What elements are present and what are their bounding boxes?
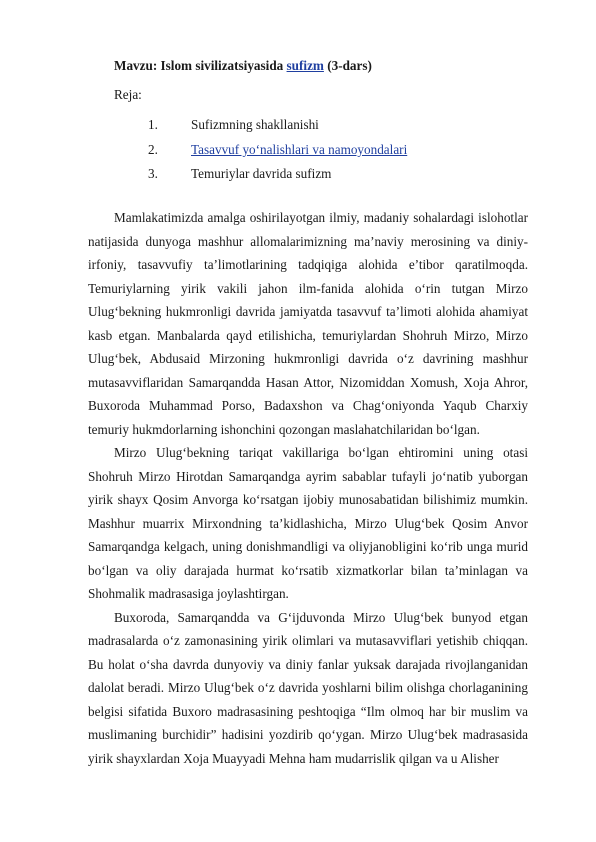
lesson-title xyxy=(114,58,372,74)
title-suffix: (3-dars) xyxy=(323,58,372,73)
plan-label: Reja: xyxy=(114,87,142,102)
plan-item-number: 2. xyxy=(148,142,158,157)
sufizm-link[interactable]: sufizm xyxy=(286,58,324,73)
plan-item-number: 3. xyxy=(148,166,158,181)
plan-item-number: 1. xyxy=(148,117,158,132)
plan-item-link[interactable]: Tasavvuf yo‘nalishlari va namoyondalari xyxy=(191,142,408,157)
paragraph: Mamlakatimizda amalga oshirilayotgan ilmiy, madaniy sohalardagi islohotlar natijasida dunyoga mashhur allomalarimizning ma’naviy merosining va diniy-irfoniy, tasavvufiy ta’limotlarining tadqiqiga alohida e’tibor qaratilmoqda. Temuriylarning yirik vakili jahon ilm-fanida alohida o‘rin tutgan Mirzo Ulug‘bekning hukmronligi davrida jamiyatda tasavvuf ta’limoti alohida ahamiyat kasb etgan. Manbalarda qayd etilishicha, temuriylardan Shohruh Mirzo, Mirzo Ulug‘bek, Abdusaid Mirzoning hukmronligi davrida o‘z davrining mashhur mutasavviflaridan Samarqandda Hasan Attor, Nizomiddan Xomush, Xoja Ahror, Buxoroda Muhammad Porso, Badaxshon va Chag‘oniyonda Yaqub Charxiy temuriy hukmdorlarning ishonchini qozongan maslahatchilaridan bo‘lgan. xyxy=(88,210,528,437)
body-text xyxy=(88,206,528,770)
paragraph: Buxoroda, Samarqandda va G‘ijduvonda Mirzo Ulug‘bek bunyod etgan madrasalarda o‘z zamonasining yirik olimlari va mutasavviflari yetishib chiqqan. Bu holat o‘sha davrda dunyoviy va diniy fanlar yuksak darajada rivojlanganidan dalolat beradi. Mirzo Ulug‘bek o‘z davrida yoshlarni bilim olishga chorlaganining belgisi sifatida Buxoro madrasasining peshtoqiga “Ilm olmoq har bir muslim va muslimaning burchidir” hadisini yozdirib qo‘ygan. Mirzo Ulug‘bek madrasasida yirik shayxlardan Xoja Muayyadi Mehna ham mudarrislik qilgan va u Alisher xyxy=(88,609,528,766)
plan-item-text: Temuriylar davrida sufizm xyxy=(191,166,332,181)
plan-item-text: Sufizmning shakllanishi xyxy=(191,117,319,132)
paragraph: Mirzo Ulug‘bekning tariqat vakillariga bo‘lgan ehtiromini uning otasi Shohruh Mirzo Hirotdan Samarqandga ayrim sabablar tufayli jo‘natib yuborgan yirik shayx Qosim Anvorga ko‘rsatgan ijobiy munosabatidan bilishimiz mumkin. Mashhur muarrix Mirxondning ta’kidlashicha, Mirzo Ulug‘bek Qosim Anvor Samarqandga kelgach, uning donishmandligi va oliyjanobligini ko‘rib unga murid bo‘lgan va oliy darajada hurmat ko‘rsatib xizmatkorlar bilan ta’minlagan va Shohmalik madrasasiga joylashtirgan. xyxy=(88,445,528,601)
title-prefix: Mavzu: Islom sivilizatsiyasida xyxy=(114,58,287,73)
